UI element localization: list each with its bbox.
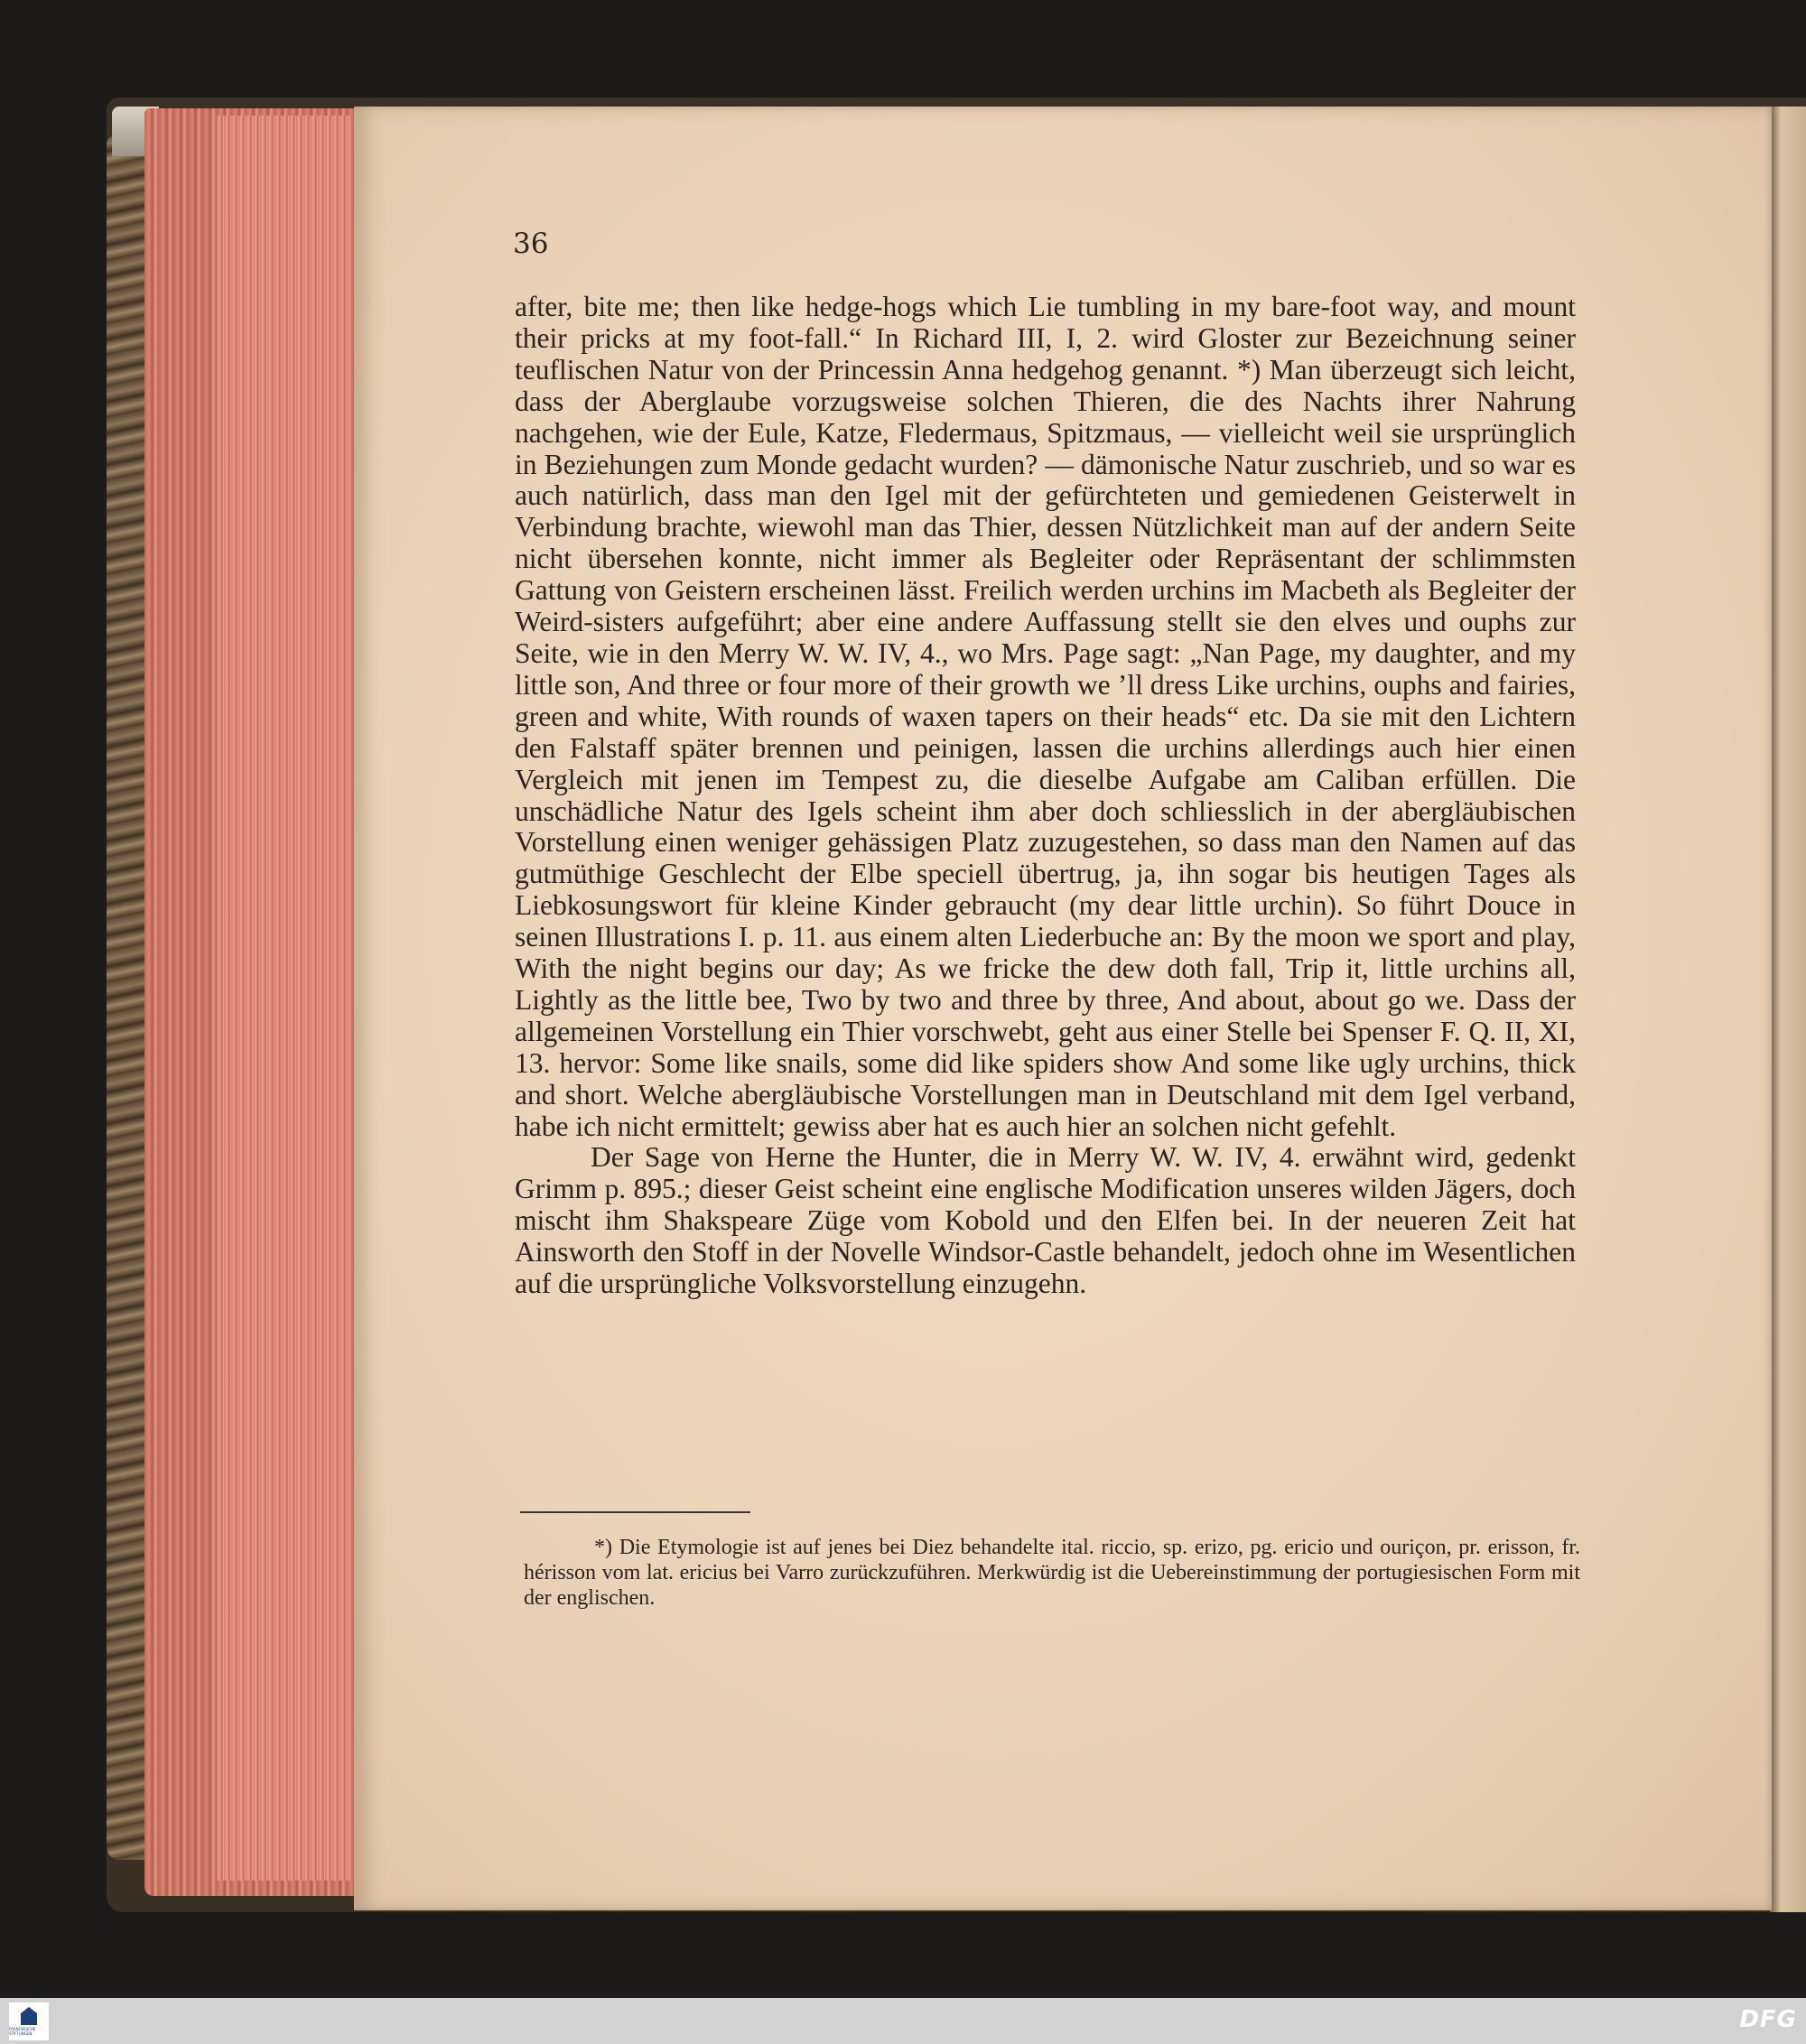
page-number: 36 bbox=[513, 228, 549, 260]
facing-page-edge bbox=[1770, 107, 1806, 1912]
marbled-cover-edge bbox=[107, 135, 150, 1860]
footnote bbox=[524, 1535, 1580, 1611]
red-page-edges-inner bbox=[217, 116, 352, 1881]
paragraph: after, bite me; then like hedge-hogs which Lie tumbling in my bare-foot way, and mount their pricks at my foot-fall.“ In Richard III, I, 2. wird Gloster zur Bezeichnung seiner teuflischen Natur von der Princessin Anna hedgehog genannt. *) Man überzeugt sich leicht, dass der Aberglaube vorzugsweise solchen Thieren, die des Nachts ihrer Nahrung nachgehen, wie der Eule, Katze, Fledermaus, Spitzmaus, — vielleicht weil sie ursprünglich in Beziehungen zum Monde gedacht wurden? — dämonische Natur zuschrieb, und so war es auch natürlich, dass man den Igel mit der gefürchteten und gemiedenen Geisterwelt in Verbindung brachte, wiewohl man das Thier, dessen Nützlichkeit man auf der andern Seite nicht übersehen konnte, nicht immer als Begleiter oder Repräsentant der schlimmsten Gattung von Geistern erscheinen lässt. Freilich werden urchins im Macbeth als Begleiter der Weird-sisters aufgeführt; aber eine andere Auffassung stellt sie den elves und ouphs zur Seite, wie in den Merry W. W. IV, 4., wo Mrs. Page sagt: „Nan Page, my daughter, and my little son, And three or four more of their growth we ’ll dress Like urchins, ouphs and fairies, green and white, With rounds of waxen tapers on their heads“ etc. Da sie mit den Lichtern den Falstaff später brennen und peinigen, lassen die urchins allerdings auch hier einen Vergleich mit jenen im Tempest zu, die dieselbe Aufgabe am Caliban erfüllen. Die unschädliche Natur des Igels scheint ihm aber doch schliesslich in der abergläubischen Vorstellung einen weniger gehässigen Platz zuzugestehen, so dass man den Namen auf das gutmüthige Geschlecht der Elbe speciell übertrug, ja, ihn sogar bis heutigen Tages als Liebkosungswort für kleine Kinder gebraucht (my dear little urchin). So führt Douce in seinen Illustrations I. p. 11. aus einem alten Liederbuche an: By the moon we sport and play, With the night begins our day; As we fricke the dew doth fall, Trip it, little urchins all, Lightly as the little bee, Two by two and three by three, And about, about go we. Dass der allgemeinen Vorstellung ein Thier vorschwebt, geht aus einer Stelle bei Spenser F. Q. II, XI, 13. hervor: Some like snails, some did like spiders show And some like ugly urchins, thick and short. Welche abergläubische Vorstellungen man in Deutschland mit dem Igel verband, habe ich nicht ermittelt; gewiss aber hat es auch hier an solchen nicht gefehlt. bbox=[515, 291, 1576, 1142]
viewer-footer-bar bbox=[0, 1998, 1806, 2044]
dfg-logo: DFG bbox=[1739, 2006, 1797, 2033]
footnote-text: *) Die Etymologie ist auf jenes bei Diez behandelte ital. riccio, sp. erizo, pg. ericio und ouriçon, pr. erisson, fr. hérisson vom lat. ericius bei Varro zurückzuführen. Merkwürdig ist die Uebereinstimmung der portugiesischen Form mit der englischen. bbox=[524, 1536, 1580, 1610]
logo-caption: FRANCKESCHE STIFTUNGEN bbox=[9, 2027, 36, 2036]
franckesche-stiftungen-logo bbox=[9, 2002, 49, 2040]
building-icon bbox=[21, 2007, 37, 2025]
main-text bbox=[515, 292, 1576, 1300]
paragraph: Der Sage von Herne the Hunter, die in Merry W. W. IV, 4. erwähnt wird, gedenkt Grimm p. 895.; dieser Geist scheint eine englische Modification unseres wilden Jägers, doch mischt ihm Shakspeare Züge vom Kobold und den Elfen bei. In der neueren Zeit hat Ainsworth den Stoff in der Novelle Windsor-Castle behandelt, jedoch ohne im Wesentlichen auf die ursprüngliche Volksvorstellung einzugehn. bbox=[515, 1141, 1576, 1300]
footnote-rule bbox=[520, 1511, 750, 1513]
